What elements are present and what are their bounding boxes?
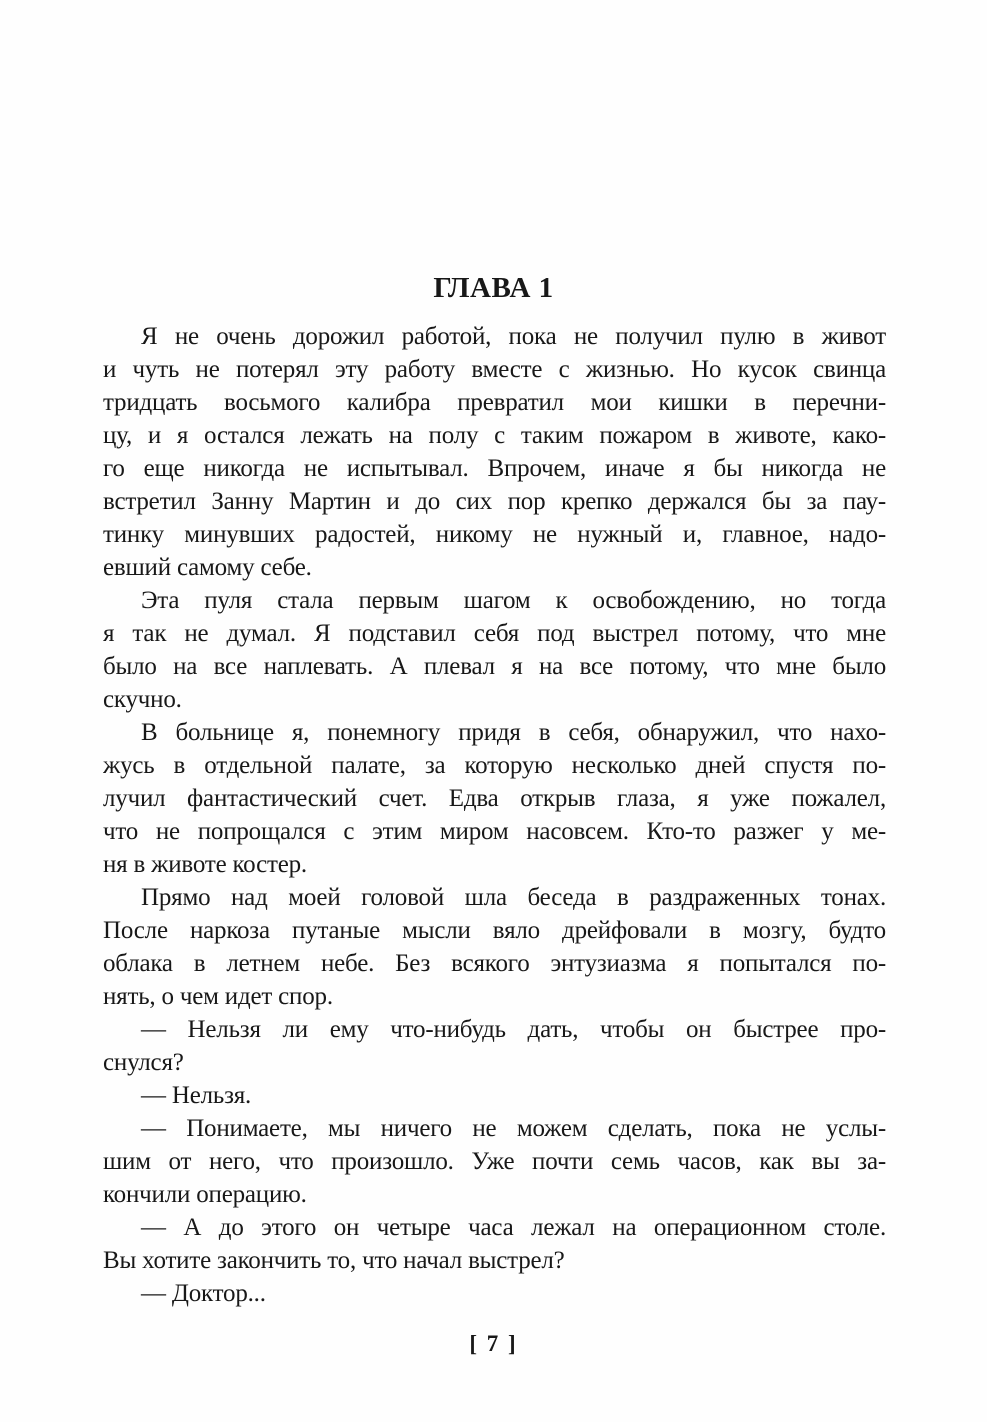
paragraph (103, 1211, 886, 1277)
text-line: — Доктор... (141, 1280, 266, 1307)
paragraph (103, 881, 886, 1013)
text-line: евший самому себе. (103, 554, 312, 581)
text-line: — А до этого он четыре часа лежал на операционном столе. (141, 1214, 886, 1241)
text-line: облака в летнем небе. Без всякого энтузиазма я попытался по- (103, 950, 886, 977)
text-line: было на все наплевать. А плевал я на все потому, что мне было (103, 653, 886, 680)
text-line: и чуть не потерял эту работу вместе с жизнью. Но кусок свинца (103, 356, 886, 383)
text-line: После наркоза путаные мысли вяло дрейфовали в мозгу, будто (103, 917, 886, 944)
text-line: — Нельзя ли ему что-нибудь дать, чтобы он быстрее про- (141, 1016, 886, 1043)
chapter-title: ГЛАВА 1 (433, 272, 554, 304)
text-line: — Нельзя. (141, 1082, 252, 1109)
paragraph (103, 1079, 886, 1112)
paragraph (103, 1112, 886, 1211)
text-line: я так не думал. Я подставил себя под выстрел потому, что мне (103, 620, 886, 647)
text-line: В больнице я, понемногу придя в себя, обнаружил, что нахо- (141, 719, 886, 746)
text-line: ня в животе костер. (103, 851, 307, 878)
text-line: жусь в отдельной палате, за которую несколько дней спустя по- (103, 752, 886, 779)
text-line: го еще никогда не испытывал. Впрочем, иначе я бы никогда не (103, 455, 886, 482)
text-line: скучно. (103, 686, 182, 713)
text-line: что не попрощался с этим миром насовсем. Кто-то разжег у ме- (103, 818, 886, 845)
text-line: цу, и я остался лежать на полу с таким пожаром в животе, како- (103, 422, 886, 449)
page-number: [ 7 ] (469, 1331, 518, 1356)
text-line: Прямо над моей головой шла беседа в раздраженных тонах. (141, 884, 886, 911)
paragraph (103, 320, 886, 584)
text-line: тинку минувших радостей, никому не нужный и, главное, надо- (103, 521, 886, 548)
text-line: Вы хотите закончить то, что начал выстрел? (103, 1247, 565, 1274)
paragraph (103, 716, 886, 881)
text-line: — Понимаете, мы ничего не можем сделать, пока не услы- (141, 1115, 886, 1142)
text-line: нять, о чем идет спор. (103, 983, 333, 1010)
text-line: шим от него, что произошло. Уже почти семь часов, как вы за- (103, 1148, 886, 1175)
text-line: Я не очень дорожил работой, пока не получил пулю в живот (141, 323, 886, 350)
text-line: лучил фантастический счет. Едва открыв глаза, я уже пожалел, (103, 785, 886, 812)
paragraph (103, 584, 886, 716)
text-line: кончили операцию. (103, 1181, 307, 1208)
text-line: тридцать восьмого калибра превратил мои кишки в перечни- (103, 389, 886, 416)
body-text (103, 320, 886, 1310)
paragraph (103, 1013, 886, 1079)
text-line: Эта пуля стала первым шагом к освобождению, но тогда (141, 587, 886, 614)
text-line: встретил Занну Мартин и до сих пор крепко держался бы за пау- (103, 488, 886, 515)
paragraph (103, 1277, 886, 1310)
text-line: снулся? (103, 1049, 184, 1076)
